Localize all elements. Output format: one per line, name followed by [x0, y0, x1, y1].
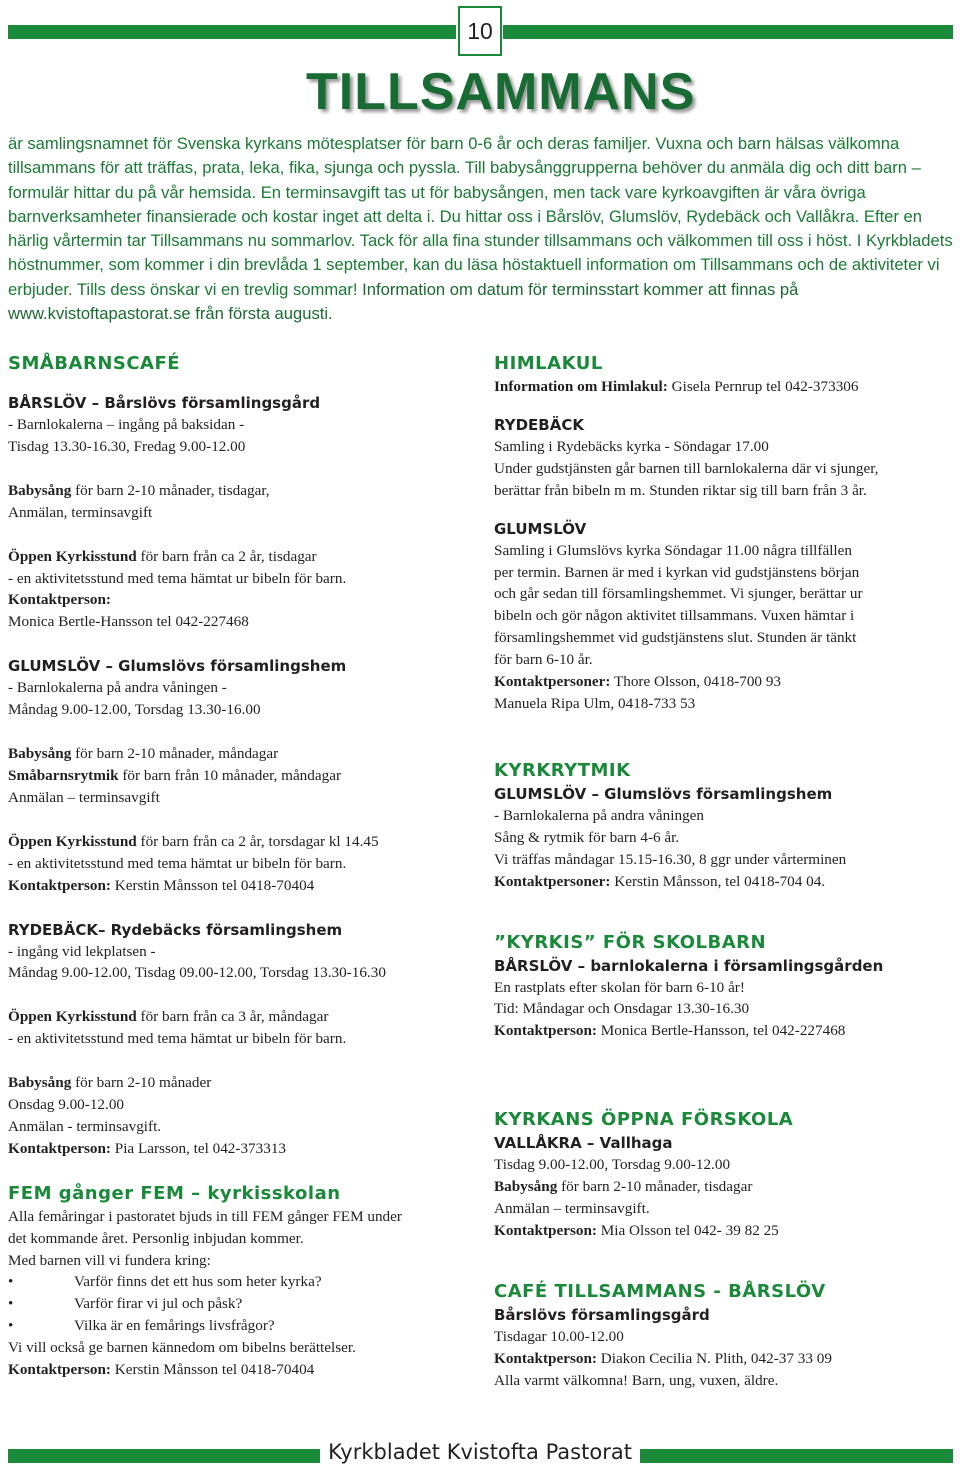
- rydeback-subheading: RYDEBÄCK– Rydebäcks församlingshem: [8, 920, 343, 939]
- forskola-kontakt: [494, 1220, 956, 1242]
- label-text: för barn 2-10 månader, tisdagar,: [71, 481, 270, 499]
- kyrkrytmik-kontakt: [494, 871, 956, 893]
- forskola-babysang: [494, 1176, 956, 1198]
- himlakul-info: [494, 376, 956, 398]
- label-bold: Babysång: [494, 1178, 558, 1196]
- fem-line-3: Med barnen vill vi fundera kring:: [8, 1251, 211, 1269]
- page-title: TILLSAMMANS: [306, 63, 696, 121]
- label-bold: Öppen Kyrkisstund: [8, 547, 137, 565]
- label-bold: Kontaktpersoner:: [494, 872, 611, 890]
- label-text: Kerstin Månsson, tel 0418-704 04.: [610, 872, 826, 890]
- forskola-anmalan: Anmälan – terminsavgift.: [494, 1200, 650, 1218]
- kyrkrytmik-sub: GLUMSLÖV – Glumslövs församlingshem: [494, 784, 833, 803]
- forskola-sub: VALLÅKRA – Vallhaga: [494, 1134, 673, 1153]
- rydeback-oppen: [8, 1006, 478, 1028]
- label-bold: Öppen Kyrkisstund: [8, 1008, 137, 1026]
- forskola-heading: KYRKANS ÖPPNA FÖRSKOLA: [494, 1109, 794, 1131]
- label-bold: Öppen Kyrkisstund: [8, 832, 137, 850]
- intro-part1: är samlingsnamnet för Svenska kyrkans mötesplatser för barn 0-6 år och deras familjer. Vuxna och barn hälsas välkomna tillsammans för att träffas, prata, leka, fika, sjunga och pyssla. Till babysånggrupperna behöver du anmäla dig och ditt barn – formulär hittar du på vår hemsida. En terminsavgift tas ut för babysången, men tack vare kyrkoavgiften är våra övriga barnverksamheter finansierade och kostar inget att delta i. Du hittar oss i Bårslöv, Glumslöv, Rydebäck och Vallåkra. Efter en härlig vårtermin tar Tillsammans nu sommarlov. Tack för alla fina stunder tillsammans och välkommen till oss i höst. I Kyrkbladets höstnummer, som kommer i din brevlåda 1 september, kan du läsa höstaktuell information om Tillsammans och de aktiviteter vi erbjuder. Tills dess önskar vi en trevlig sommar!: [8, 134, 953, 299]
- label-text: för barn från ca 3 år, måndagar: [136, 1008, 329, 1026]
- label-text: Mia Olsson tel 042- 39 82 25: [596, 1221, 779, 1239]
- kyrkis-kontakt: [494, 1020, 956, 1042]
- label-text: för barn från ca 2 år, tisdagar: [136, 547, 317, 565]
- fem-line-2: det kommande året. Personlig inbjudan kommer.: [8, 1229, 304, 1247]
- label-text: Thore Olsson, 0418-700 93: [610, 673, 782, 691]
- label-bold: Kontaktperson:: [8, 591, 111, 609]
- page-number: 10: [458, 6, 502, 56]
- list-item: • Vilka är en femårings livsfrågor?: [8, 1315, 478, 1337]
- kyrkrytmik-line-3: Vi träffas måndagar 15.15-16.30, 8 ggr under vårterminen: [494, 850, 847, 868]
- barslov-line-2: Tisdag 13.30-16.30, Fredag 9.00-12.00: [8, 437, 246, 455]
- list-item: • Varför firar vi jul och påsk?: [8, 1293, 478, 1315]
- label-bold: Babysång: [8, 481, 72, 499]
- cafe-sub: Bårslövs församlingsgård: [494, 1305, 710, 1324]
- cafe-line-2: Alla varmt välkomna! Barn, ung, vuxen, äldre.: [494, 1371, 779, 1389]
- forskola-line-1: Tisdag 9.00-12.00, Torsdag 9.00-12.00: [494, 1156, 731, 1174]
- label-text: för barn 2-10 månader, måndagar: [71, 745, 279, 763]
- himlakul-glumslov-1: Samling i Glumslövs kyrka Söndagar 11.00 några tillfällen: [494, 541, 852, 559]
- label-text: Gisela Pernrup tel 042-373306: [667, 378, 859, 395]
- label-bold: Kontaktperson:: [8, 1361, 111, 1379]
- barslov-oppen-2: - en aktivitetsstund med tema hämtat ur bibeln för barn.: [8, 569, 347, 587]
- rydeback-babysang: [8, 1072, 478, 1094]
- himlakul-glumslov-2: per termin. Barnen är med i kyrkan vid gudstjänstens början: [494, 563, 860, 581]
- himlakul-kontakt: [494, 671, 956, 693]
- rydeback-line-1: - ingång vid lekplatsen -: [8, 942, 156, 960]
- himlakul-glumslov-3: och går sedan till församlingshemmet. Vi sjunger, berättar ur: [494, 585, 863, 603]
- kyrkis-heading: ”KYRKIS” FÖR SKOLBARN: [494, 931, 767, 953]
- rydeback-oppen-2: - en aktivitetsstund med tema hämtat ur bibeln för barn.: [8, 1030, 347, 1048]
- rydeback-anmalan: Anmälan - terminsavgift.: [8, 1117, 162, 1135]
- glumslov-oppen: [8, 831, 478, 853]
- glumslov-subheading: GLUMSLÖV – Glumslövs församlingshem: [8, 657, 347, 676]
- footer-title: Kyrkbladet Kvistofta Pastorat: [328, 1440, 632, 1464]
- barslov-babysang: [8, 480, 478, 502]
- himlakul-glumslov-6: för barn 6-10 år.: [494, 651, 593, 669]
- header-bar-left: [8, 25, 456, 39]
- kyrkis-line-1: En rastplats efter skolan för barn 6-10 år!: [494, 978, 745, 996]
- himlakul-glumslov-sub: GLUMSLÖV: [494, 519, 587, 538]
- fem-heading: FEM gånger FEM – kyrkisskolan: [8, 1182, 341, 1204]
- kyrkis-sub: BÅRSLÖV – barnlokalerna i församlingsgården: [494, 956, 884, 975]
- rydeback-kontakt: [8, 1138, 478, 1160]
- glumslov-line-1: - Barnlokalerna på andra våningen -: [8, 679, 227, 697]
- fem-bullets: [8, 1271, 478, 1337]
- glumslov-kontakt: [8, 875, 478, 897]
- cafe-kontakt: [494, 1348, 956, 1370]
- label-bold: Kontaktpersoner:: [494, 673, 611, 691]
- kyrkrytmik-heading: KYRKRYTMIK: [494, 759, 631, 781]
- label-text: för barn 2-10 månader, tisdagar: [557, 1178, 753, 1196]
- label-text: för barn från ca 2 år, torsdagar kl 14.45: [136, 832, 379, 850]
- glumslov-babysang: [8, 743, 478, 765]
- label-text: Kerstin Månsson tel 0418-70404: [110, 1361, 315, 1379]
- barslov-anmalan: Anmälan, terminsavgift: [8, 503, 153, 521]
- label-bold: Småbarnsrytmik: [8, 766, 119, 784]
- label-text: Monica Bertle-Hansson, tel 042-227468: [596, 1022, 846, 1040]
- barslov-oppen: [8, 546, 478, 568]
- glumslov-rytmik: [8, 765, 478, 787]
- label-bold: Kontaktperson:: [8, 876, 111, 894]
- glumslov-line-2: Måndag 9.00-12.00, Torsdag 13.30-16.00: [8, 701, 261, 719]
- barslov-subheading: BÅRSLÖV – Bårslövs församlingsgård: [8, 394, 321, 412]
- label-bold: Babysång: [8, 1074, 72, 1092]
- himlakul-kontakt-2: Manuela Ripa Ulm, 0418-733 53: [494, 694, 696, 712]
- intro-part2: Information om datum för terminsstart kommer att finnas på www.kvistoftapastorat.se från första augusti.: [8, 279, 799, 324]
- label-bold: Kontaktperson:: [494, 1022, 597, 1040]
- label-text: Kerstin Månsson tel 0418-70404: [110, 876, 315, 894]
- right-column: [494, 352, 956, 1392]
- glumslov-anmalan: Anmälan – terminsavgift: [8, 788, 160, 806]
- label-bold: Babysång: [8, 745, 72, 763]
- barslov-kontakt-label: [8, 589, 478, 611]
- label-text: Pia Larsson, tel 042-373313: [110, 1139, 287, 1157]
- himlakul-glumslov-4: bibeln och gör någon aktivitet tillsammans. Vuxen hämtar i: [494, 607, 855, 625]
- himlakul-rydeback-3: berättar från bibeln m m. Stunden riktar sig till barn från 3 år.: [494, 481, 867, 499]
- fem-kontakt: [8, 1359, 478, 1381]
- intro-text: [8, 132, 954, 326]
- label-bold: Kontaktperson:: [494, 1221, 597, 1239]
- barslov-line-1: - Barnlokalerna – ingång på baksidan -: [8, 416, 245, 433]
- label-text: för barn från 10 månader, måndagar: [118, 766, 342, 784]
- label-bold: Kontaktperson:: [494, 1349, 597, 1367]
- kyrkrytmik-line-2: Sång & rytmik för barn 4-6 år.: [494, 828, 680, 846]
- left-column: [8, 352, 478, 1381]
- himlakul-rydeback-sub: RYDEBÄCK: [494, 415, 584, 434]
- barslov-kontakt: Monica Bertle-Hansson tel 042-227468: [8, 613, 249, 631]
- list-item: • Varför finns det ett hus som heter kyrka?: [8, 1271, 478, 1293]
- rydeback-line-2: Måndag 9.00-12.00, Tisdag 09.00-12.00, Torsdag 13.30-16.30: [8, 964, 386, 982]
- glumslov-oppen-2: - en aktivitetsstund med tema hämtat ur bibeln för barn.: [8, 854, 347, 872]
- fem-after: Vi vill också ge barnen kännedom om bibelns berättelser.: [8, 1339, 356, 1357]
- himlakul-glumslov-5: församlingshemmet vid gudstjänstens slut. Stunden är tänkt: [494, 629, 857, 647]
- cafe-line-1: Tisdagar 10.00-12.00: [494, 1327, 624, 1345]
- cafe-heading: CAFÉ TILLSAMMANS - BÅRSLÖV: [494, 1280, 826, 1302]
- smabarnscafe-heading: SMÅBARNSCAFÉ: [8, 353, 181, 374]
- kyrkrytmik-line-1: - Barnlokalerna på andra våningen: [494, 806, 704, 824]
- label-bold: Kontaktperson:: [8, 1139, 111, 1157]
- label-text: Diakon Cecilia N. Plith, 042-37 33 09: [596, 1349, 832, 1367]
- himlakul-rydeback-1: Samling i Rydebäcks kyrka - Söndagar 17.00: [494, 437, 769, 455]
- header-bar-right: [503, 25, 953, 39]
- fem-line-1: Alla femåringar i pastoratet bjuds in till FEM gånger FEM under: [8, 1207, 402, 1225]
- himlakul-heading: HIMLAKUL: [494, 353, 603, 374]
- label-text: för barn 2-10 månader: [71, 1074, 212, 1092]
- label-bold: Information om Himlakul:: [494, 378, 668, 395]
- kyrkis-line-2: Tid: Måndagar och Onsdagar 13.30-16.30: [494, 1000, 750, 1018]
- himlakul-rydeback-2: Under gudstjänsten går barnen till barnlokalerna där vi sjunger,: [494, 459, 879, 477]
- rydeback-onsdag: Onsdag 9.00-12.00: [8, 1096, 125, 1114]
